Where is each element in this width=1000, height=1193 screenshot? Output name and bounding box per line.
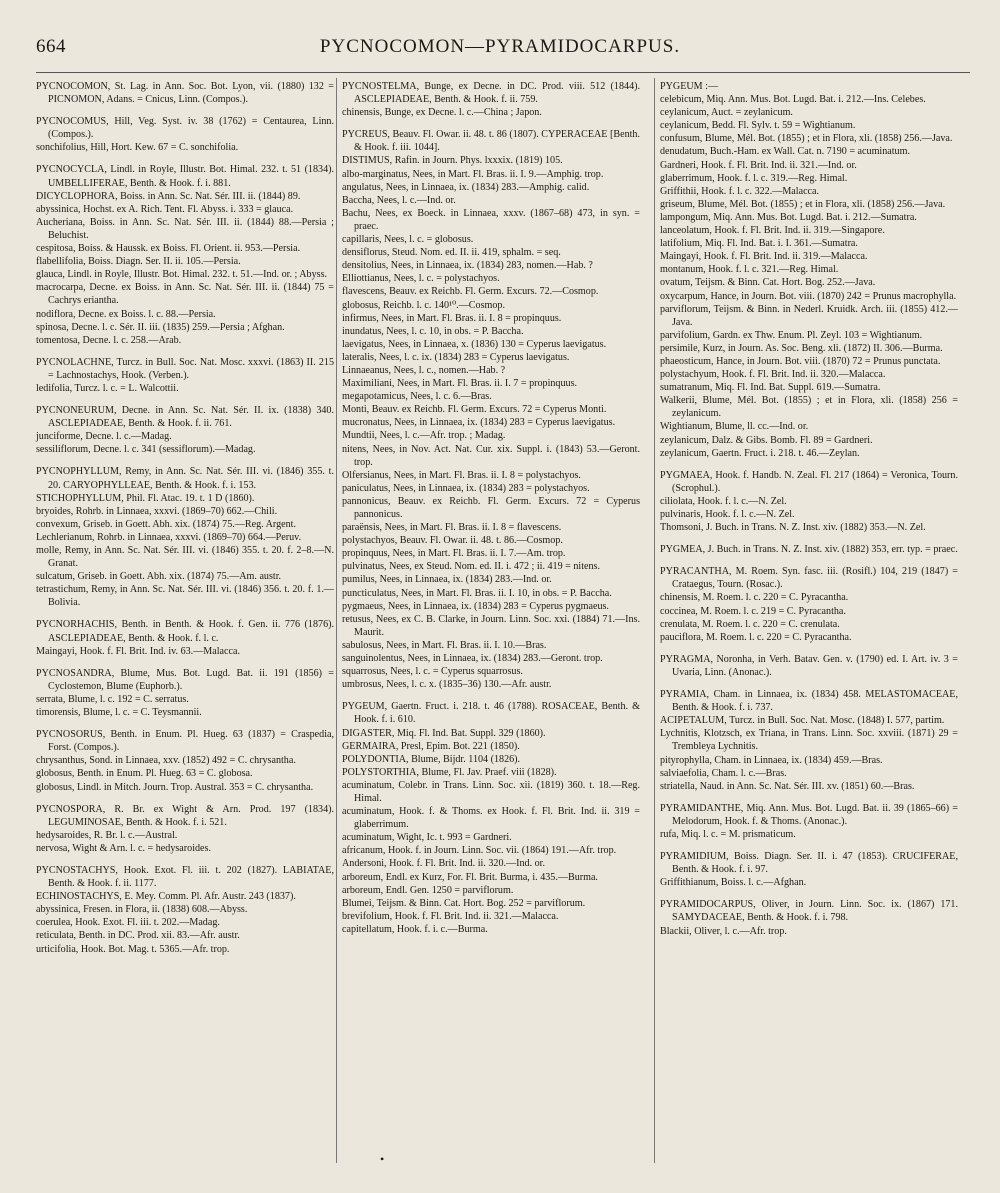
entry-subline: umbrosus, Nees, l. c. x. (1835–36) 130.—Afr. austr. xyxy=(342,679,552,691)
column-1 xyxy=(36,80,334,965)
entry-subline: nodiflora, Decne. ex Boiss. l. c. 88.—Persia. xyxy=(36,308,216,320)
entry-subline: propinquus, Nees, in Mart. Fl. Bras. ii. I. 7.—Am. trop. xyxy=(342,548,566,560)
entry-subline: lateralis, Nees, l. c. ix. (1834) 283 = Cyperus laevigatus. xyxy=(342,351,570,363)
entry-subline: polystachyum, Hook. f. Fl. Brit. Ind. ii. 320.—Malacca. xyxy=(660,369,886,381)
entry-subline: zeylanicum, Dalz. & Gibs. Bomb. Fl. 89 = Gardneri. xyxy=(660,434,873,446)
entry-subline: Maximiliani, Nees, in Mart. Fl. Bras. ii. I. 7 = propinquus. xyxy=(342,378,578,390)
entry-headword-line: PYRAMIDANTHE, Miq. Ann. Mus. Bot. Lugd. Bat. ii. 39 (1865–66) = Melodorum, Hook. f. & Thoms. (Anonac.). xyxy=(660,802,958,827)
entry-subline: POLYDONTIA, Blume, Bijdr. 1104 (1826). xyxy=(342,753,521,765)
entry-subline: latifolium, Miq. Fl. Ind. Bat. i. I. 361.—Sumatra. xyxy=(660,238,858,250)
entry-subline: STICHOPHYLLUM, Phil. Fl. Atac. 19. t. 1 D (1860). xyxy=(36,492,255,504)
entry-subline: griseum, Blume, Mél. Bot. (1855) ; et in Flora, xli. (1858) 256.—Java. xyxy=(660,198,946,210)
dictionary-entry xyxy=(660,469,958,534)
dictionary-entry xyxy=(342,700,640,936)
entry-headword-line: PYRAMIDIUM, Boiss. Diagn. Ser. II. i. 47 (1853). CRUCIFERAE, Benth. & Hook. f. i. 97. xyxy=(660,851,958,876)
entry-subline: globosus, Benth. in Enum. Pl. Hueg. 63 = C. globosa. xyxy=(36,768,253,780)
entry-subline: pannonicus, Beauv. ex Reichb. Fl. Germ. Excurs. 72 = Cyperus pannonicus. xyxy=(342,495,640,520)
entry-subline: lanceolatum, Hook. f. Fl. Brit. Ind. ii. 319.—Singapore. xyxy=(660,225,885,237)
entry-subline: cespitosa, Boiss. & Haussk. ex Boiss. Fl. Orient. ii. 953.—Persia. xyxy=(36,243,301,255)
entry-subline: Wightianum, Blume, ll. cc.—Ind. or. xyxy=(660,421,809,433)
dictionary-entry xyxy=(36,404,334,456)
entry-headword-line: PYCNOPHYLLUM, Remy, in Ann. Sc. Nat. Sér. III. vi. (1846) 355. t. 20. CARYOPHYLLEAE, Benth. & Hook. f. i. 153. xyxy=(36,466,334,491)
entry-subline: lampongum, Miq. Ann. Mus. Bot. Lugd. Bat. i. 212.—Sumatra. xyxy=(660,211,917,223)
dictionary-entry xyxy=(660,802,958,841)
entry-subline: arboreum, Endl. Gen. 1250 = parviflorum. xyxy=(342,884,514,896)
header-rule xyxy=(36,72,970,73)
entry-subline: chinensis, Bunge, ex Decne. l. c.—China ; Japon. xyxy=(342,107,542,119)
entry-headword-line: PYCNOCYCLA, Lindl. in Royle, Illustr. Bot. Himal. 232. t. 51 (1834). UMBELLIFERAE, Benth. & Hook. f. i. 881. xyxy=(36,164,334,189)
dictionary-entry xyxy=(342,80,640,119)
entry-subline: Griffithii, Hook. f. l. c. 322.—Malacca. xyxy=(660,185,820,197)
entry-subline: rufa, Miq. l. c. = M. prismaticum. xyxy=(660,828,796,840)
running-title: PYCNOCOMON—PYRAMIDOCARPUS. xyxy=(319,36,681,57)
entry-subline: glaberrimum, Hook. f. l. c. 319.—Reg. Himal. xyxy=(660,172,848,184)
entry-headword-line: PYCNORHACHIS, Benth. in Benth. & Hook. f. Gen. ii. 776 (1876). ASCLEPIADEAE, Benth. & Hook. f. l. c. xyxy=(36,619,334,644)
entry-subline: inundatus, Nees, l. c. 10, in obs. = P. Baccha. xyxy=(342,325,524,337)
dictionary-entry xyxy=(660,688,958,793)
entry-headword-line: PYCNOSPORA, R. Br. ex Wight & Arn. Prod. 197 (1834). LEGUMINOSAE, Benth. & Hook. f. i. 521. xyxy=(36,803,334,828)
entry-subline: nervosa, Wight & Arn. l. c. = hedysaroides. xyxy=(36,842,211,854)
entry-subline: Linnaeanus, Nees, l. c., nomen.—Hab. ? xyxy=(342,364,506,376)
entry-subline: infirmus, Nees, in Mart. Fl. Bras. ii. I. 8 = propinquus. xyxy=(342,312,562,324)
entry-subline: paraënsis, Nees, in Mart. Fl. Bras. ii. I. 8 = flavescens. xyxy=(342,522,562,534)
entry-subline: megapotamicus, Nees, l. c. 6.—Bras. xyxy=(342,391,492,403)
entry-subline: Baccha, Nees, l. c.—Ind. or. xyxy=(342,194,456,206)
entry-subline: urticifolia, Hook. Bot. Mag. t. 5365.—Afr. trop. xyxy=(36,943,230,955)
entry-subline: Elliottianus, Nees, l. c. = polystachyos. xyxy=(342,273,500,285)
entry-headword-line: PYCNOSTACHYS, Hook. Exot. Fl. iii. t. 202 (1827). LABIATAE, Benth. & Hook. f. ii. 1177. xyxy=(36,864,334,890)
entry-subline: nitens, Nees, in Nov. Act. Nat. Cur. xix. Suppl. i. (1843) 53.—Geront. trop. xyxy=(342,443,640,468)
dictionary-entry xyxy=(36,667,334,719)
entry-subline: parviflorum, Teijsm. & Binn. in Nederl. Kruidk. Arch. iii. (1855) 412.—Java. xyxy=(660,303,958,328)
entry-subline: Thomsoni, J. Buch. in Trans. N. Z. Inst. xiv. (1882) 353.—N. Zel. xyxy=(660,522,926,534)
entry-subline: glauca, Lindl. in Royle, Illustr. Bot. Himal. 232. t. 51.—Ind. or. ; Abyss. xyxy=(36,269,328,281)
entry-subline: POLYSTORTHIA, Blume, Fl. Jav. Praef. viii (1828). xyxy=(342,766,557,778)
entry-subline: chrysanthus, Sond. in Linnaea, xxv. (1852) 492 = C. chrysantha. xyxy=(36,755,296,767)
entry-subline: Blackii, Oliver, l. c.—Afr. trop. xyxy=(660,925,787,937)
entry-subline: celebicum, Miq. Ann. Mus. Bot. Lugd. Bat. i. 212.—Ins. Celebes. xyxy=(660,94,926,106)
entry-subline: Maingayi, Hook. f. Fl. Brit. Ind. ii. 319.—Malacca. xyxy=(660,251,868,263)
entry-subline: paniculatus, Nees, in Linnaea, ix. (1834) 283 = polystachyos. xyxy=(342,482,590,494)
entry-subline: Andersoni, Hook. f. Fl. Brit. Ind. ii. 320.—Ind. or. xyxy=(342,858,545,870)
entry-subline: oxycarpum, Hance, in Journ. Bot. viii. (1870) 242 = Prunus macrophylla. xyxy=(660,290,957,302)
entry-subline: Gardneri, Hook. f. Fl. Brit. Ind. ii. 321.—Ind. or. xyxy=(660,159,857,171)
entry-subline: sabulosus, Nees, in Mart. Fl. Bras. ii. I. 10.—Bras. xyxy=(342,639,547,651)
dictionary-entry xyxy=(36,163,334,346)
entry-subline: coccinea, M. Roem. l. c. 219 = C. Pyracantha. xyxy=(660,605,846,617)
entry-subline: angulatus, Nees, in Linnaea, ix. (1834) 283.—Amphig. calid. xyxy=(342,181,590,193)
dictionary-entry xyxy=(36,864,334,956)
dictionary-entry xyxy=(36,356,334,395)
entry-subline: mucronatus, Nees, in Linnaea, ix. (1834) 283 = Cyperus laevigatus. xyxy=(342,417,616,429)
entry-subline: sonchifolius, Hill, Hort. Kew. 67 = C. sonchifolia. xyxy=(36,142,239,154)
entry-subline: squarrosus, Nees, l. c. = Cyperus squarrosus. xyxy=(342,666,523,678)
entry-subline: coerulea, Hook. Exot. Fl. iii. t. 202.—Madag. xyxy=(36,917,220,929)
entry-subline: DISTIMUS, Rafin. in Journ. Phys. lxxxix. (1819) 105. xyxy=(342,155,563,167)
entry-subline: Griffithianum, Boiss. l. c.—Afghan. xyxy=(660,877,807,889)
entry-subline: densitolius, Nees, in Linnaea, ix. (1834) 283, nomen.—Hab. ? xyxy=(342,260,593,272)
dictionary-entry xyxy=(660,850,958,889)
entry-subline: retusus, Nees, ex C. B. Clarke, in Journ. Linn. Soc. xxi. (1884) 71.—Ins. Maurit. xyxy=(342,613,640,638)
entry-headword-line: PYCNONEURUM, Decne. in Ann. Sc. Nat. Sér. II. ix. (1838) 340. ASCLEPIADEAE, Benth. & Hook. f. ii. 761. xyxy=(36,405,334,430)
entry-headword-line: PYCREUS, Beauv. Fl. Owar. ii. 48. t. 86 (1807). CYPERACEAE [Benth. & Hook. f. iii. 1044]. xyxy=(342,129,640,154)
entry-subline: ECHINOSTACHYS, E. Mey. Comm. Pl. Afr. Austr. 243 (1837). xyxy=(36,891,296,903)
entry-subline: sanguinolentus, Nees, in Linnaea, ix. (1834) 283.—Geront. trop. xyxy=(342,653,603,665)
entry-subline: globosus, Lindl. in Mitch. Journ. Trop. Austral. 353 = C. chrysantha. xyxy=(36,781,314,793)
entry-subline: Bachu, Nees, ex Boeck. in Linnaea, xxxv. (1867–68) 473, in syn. = praec. xyxy=(342,207,640,232)
dictionary-entry xyxy=(660,80,958,460)
entry-subline: convexum, Griseb. in Goett. Abh. xix. (1874) 75.—Reg. Argent. xyxy=(36,518,296,530)
entry-headword-line: PYGMAEA, Hook. f. Handb. N. Zeal. Fl. 217 (1864) = Veronica, Tourn. (Scrophul.). xyxy=(660,469,958,494)
entry-headword-line: PYCNOSORUS, Benth. in Enum. Pl. Hueg. 63 (1837) = Craspedia, Forst. (Compos.). xyxy=(36,729,334,754)
entry-headword-line: PYRACANTHA, M. Roem. Syn. fasc. iii. (Rosifl.) 104, 219 (1847) = Crataegus, Tourn. (Rosac.). xyxy=(660,566,958,591)
entry-headword-line: PYRAMIDOCARPUS, Oliver, in Journ. Linn. Soc. ix. (1867) 171. SAMYDACEAE, Benth. & Hook. f. i. 798. xyxy=(660,899,958,924)
entry-subline: Lychnitis, Klotzsch, ex Triana, in Trans. Linn. Soc. xxviii. (1871) 29 = Trembleya Lychnitis. xyxy=(660,728,958,753)
entry-subline: ACIPETALUM, Turcz. in Bull. Soc. Nat. Mosc. (1848) I. 577, partim. xyxy=(660,715,945,727)
entry-subline: albo-marginatus, Nees, in Mart. Fl. Bras. ii. I. 9.—Amphig. trop. xyxy=(342,168,604,180)
entry-subline: timorensis, Blume, l. c. = C. Teysmannii. xyxy=(36,707,202,719)
entry-subline: flabellifolia, Boiss. Diagn. Ser. II. ii. 105.—Persia. xyxy=(36,256,241,268)
entry-subline: pygmaeus, Nees, in Linnaea, ix. (1834) 283 = Cyperus pygmaeus. xyxy=(342,600,609,612)
dictionary-entry xyxy=(660,565,958,644)
entry-subline: montanum, Hook. f. l. c. 321.—Reg. Himal. xyxy=(660,264,839,276)
dictionary-entry xyxy=(660,898,958,937)
entry-subline: sulcatum, Griseb. in Goett. Abh. xix. (1874) 75.—Am. austr. xyxy=(36,571,282,583)
entry-subline: persimile, Kurz, in Journ. As. Soc. Beng. xli. (1872) II. 306.—Burma. xyxy=(660,342,943,354)
entry-headword-line: PYGEUM, Gaertn. Fruct. i. 218. t. 46 (1788). ROSACEAE, Benth. & Hook. f. i. 610. xyxy=(342,701,640,726)
entry-headword-line: PYCNOCOMUS, Hill, Veg. Syst. iv. 38 (1762) = Centaurea, Linn. (Compos.). xyxy=(36,116,334,141)
page-header xyxy=(0,0,1000,72)
entry-subline: Aucheriana, Boiss. in Ann. Sc. Nat. Sér. III. ii. (1844) 88.—Persia ; Beluchist. xyxy=(36,216,334,241)
entry-subline: salviaefolia, Cham. l. c.—Bras. xyxy=(660,767,787,779)
entry-subline: globosus, Reichb. l. c. 140¹⁰.—Cosmop. xyxy=(342,299,505,311)
entry-headword-line: PYCNOCOMON, St. Lag. in Ann. Soc. Bot. Lyon, vii. (1880) 132 = PICNOMON, Adans. = Cnicus, Linn. (Compos.). xyxy=(36,81,334,106)
dictionary-entry xyxy=(36,728,334,793)
entry-subline: africanum, Hook. f. in Journ. Linn. Soc. vii. (1864) 191.—Afr. trop. xyxy=(342,845,617,857)
entry-headword-line: PYCNOSANDRA, Blume, Mus. Bot. Lugd. Bat. ii. 191 (1856) = Cyclostemon, Blume (Euphorb.). xyxy=(36,667,334,692)
entry-headword-line: PYRAGMA, Noronha, in Verh. Batav. Gen. v. (1790) ed. I. Art. iv. 3 = Uvaria, Linn. (Anonac.). xyxy=(660,653,958,678)
entry-subline: crenulata, M. Roem. l. c. 220 = C. crenulata. xyxy=(660,618,840,630)
dictionary-entry xyxy=(36,80,334,106)
entry-subline: sessiliflorum, Decne. l. c. 341 (sessiflorum).—Madag. xyxy=(36,444,256,456)
entry-subline: striatella, Naud. in Ann. Sc. Nat. Sér. III. xv. (1851) 60.—Bras. xyxy=(660,780,915,792)
entry-subline: laevigatus, Nees, in Linnaea, x. (1836) 130 = Cyperus laevigatus. xyxy=(342,338,607,350)
entry-headword-line: PYGEUM :— xyxy=(660,81,719,92)
entry-subline: pulvinaris, Hook. f. l. c.—N. Zel. xyxy=(660,509,795,520)
entry-subline: abyssinica, Fresen. in Flora, ii. (1838) 608.—Abyss. xyxy=(36,904,248,916)
entry-subline: ciliolata, Hook. f. l. c.—N. Zel. xyxy=(660,495,787,507)
dictionary-entry xyxy=(342,128,640,691)
entry-subline: GERMAIRA, Presl, Epim. Bot. 221 (1850). xyxy=(342,740,520,752)
entry-subline: arboreum, Endl. ex Kurz, For. Fl. Brit. Burma, i. 435.—Burma. xyxy=(342,871,598,883)
entry-subline: Mundtii, Nees, l. c.—Afr. trop. ; Madag. xyxy=(342,430,506,442)
entry-subline: capitellatum, Hook. f. i. c.—Burma. xyxy=(342,923,488,935)
entry-subline: denudatum, Buch.-Ham. ex Wall. Cat. n. 7190 = acuminatum. xyxy=(660,146,910,158)
entry-subline: reticulata, Benth. in DC. Prod. xii. 83.—Afr. austr. xyxy=(36,930,240,942)
entry-subline: sumatranum, Miq. Fl. Ind. Bat. Suppl. 619.—Sumatra. xyxy=(660,382,881,394)
entry-subline: confusum, Blume, Mél. Bot. (1855) ; et in Flora, xli. (1858) 256.—Java. xyxy=(660,133,953,145)
entry-subline: macrocarpa, Decne. ex Boiss. in Ann. Sc. Nat. Sér. III. ii. (1844) 75 = Cachrys eriantha. xyxy=(36,282,334,307)
dictionary-entry xyxy=(36,618,334,657)
entry-headword-line: PYRAMIA, Cham. in Linnaea, ix. (1834) 458. MELASTOMACEAE, Benth. & Hook. f. i. 737. xyxy=(660,689,958,714)
entry-subline: phaeosticum, Hance, in Journ. Bot. viii. (1870) 72 = Prunus punctata. xyxy=(660,355,941,367)
dictionary-entry xyxy=(660,653,958,679)
page-number: 664 xyxy=(36,36,66,57)
entry-subline: ceylanicum, Auct. = zeylanicum. xyxy=(660,107,793,119)
entry-headword-line: PYGMEA, J. Buch. in Trans. N. Z. Inst. xiv. (1882) 353, err. typ. = praec. xyxy=(660,544,958,556)
dictionary-entry xyxy=(36,115,334,154)
entry-subline: tetrastichum, Remy, in Ann. Sc. Nat. Sér. III. vi. (1846) 356. t. 20. f. 1.—Bolivia. xyxy=(36,584,334,609)
entry-subline: chinensis, M. Roem. l. c. 220 = C. Pyracantha. xyxy=(660,592,849,604)
entry-subline: ovatum, Teijsm. & Binn. Cat. Hort. Bog. 252.—Java. xyxy=(660,277,876,289)
column-divider xyxy=(654,78,655,1163)
entry-subline: hedysaroides, R. Br. l. c.—Austral. xyxy=(36,829,178,841)
entry-subline: parvifolium, Gardn. ex Thw. Enum. Pl. Zeyl. 103 = Wightianum. xyxy=(660,329,923,341)
entry-subline: DIGASTER, Miq. Fl. Ind. Bat. Suppl. 329 (1860). xyxy=(342,727,546,739)
entry-subline: junciforme, Decne. l. c.—Madag. xyxy=(36,431,172,443)
entry-subline: puncticulatus, Nees, in Mart. Fl. Bras. ii. I. 10, in obs. = P. Baccha. xyxy=(342,587,612,599)
entry-subline: brevifolium, Hook. f. Fl. Brit. Ind. ii. 321.—Malacca. xyxy=(342,910,559,922)
entry-subline: pumilus, Nees, in Linnaea, ix. (1834) 283.—Ind. or. xyxy=(342,574,552,586)
entry-subline: serrata, Blume, l. c. 192 = C. serratus. xyxy=(36,693,189,705)
entry-subline: DICYCLOPHORA, Boiss. in Ann. Sc. Nat. Sér. III. ii. (1844) 89. xyxy=(36,190,301,202)
entry-subline: Maingayi, Hook. f. Fl. Brit. Ind. iv. 63.—Malacca. xyxy=(36,645,240,657)
entry-subline: ledifolia, Turcz. l. c. = L. Walcottii. xyxy=(36,382,179,394)
entry-subline: Walkerii, Blume, Mél. Bot. (1855) ; et in Flora, xli. (1858) 256 = zeylanicum. xyxy=(660,395,958,420)
entry-subline: pauciflora, M. Roem. l. c. 220 = C. Pyracantha. xyxy=(660,631,852,643)
entry-subline: Lechlerianum, Rohrb. in Linnaea, xxxvi. (1869–70) 664.—Peruv. xyxy=(36,531,302,543)
dictionary-entry xyxy=(36,803,334,855)
dictionary-entry xyxy=(36,465,334,609)
entry-subline: polystachyos, Beauv. Fl. Owar. ii. 48. t. 86.—Cosmop. xyxy=(342,535,563,547)
footer-mark: • xyxy=(380,1152,385,1166)
entry-subline: Olfersianus, Nees, in Mart. Fl. Bras. ii. I. 8 = polystachyos. xyxy=(342,469,581,481)
entry-subline: molle, Remy, in Ann. Sc. Nat. Sér. III. vi. (1846) 355. t. 20. f. 2–8.—N. Granat. xyxy=(36,545,334,570)
entry-subline: tomentosa, Decne. l. c. 258.—Arab. xyxy=(36,334,182,346)
entry-subline: abyssinica, Hochst. ex A. Rich. Tent. Fl. Abyss. i. 333 = glauca. xyxy=(36,203,294,215)
entry-subline: acuminatum, Wight, Ic. t. 993 = Gardneri. xyxy=(342,832,512,844)
entry-subline: bryoides, Rohrb. in Linnaea, xxxvi. (1869–70) 662.—Chili. xyxy=(36,505,278,517)
entry-subline: Blumei, Teijsm. & Binn. Cat. Hort. Bog. 252 = parviflorum. xyxy=(342,897,586,909)
entry-subline: pulvinatus, Nees, ex Steud. Nom. ed. II. i. 472 ; ii. 419 = nitens. xyxy=(342,561,601,573)
entry-subline: flavescens, Beauv. ex Reichb. Fl. Germ. Excurs. 72.—Cosmop. xyxy=(342,286,599,298)
entry-headword-line: PYCNOLACHNE, Turcz. in Bull. Soc. Nat. Mosc. xxxvi. (1863) II. 215 = Lachnostachys, Hook. (Verben.). xyxy=(36,356,334,381)
entry-subline: acuminatum, Colebr. in Trans. Linn. Soc. xii. (1819) 360. t. 18.—Reg. Himal. xyxy=(342,779,640,804)
entry-subline: Monti, Beauv. ex Reichb. Fl. Germ. Excurs. 72 = Cyperus Monti. xyxy=(342,404,607,416)
entry-subline: pityrophylla, Cham. in Linnaea, ix. (1834) 459.—Bras. xyxy=(660,754,883,766)
entry-subline: densiflorus, Steud. Nom. ed. II. ii. 419, sphalm. = seq. xyxy=(342,247,561,259)
column-3 xyxy=(660,80,958,947)
entry-headword-line: PYCNOSTELMA, Bunge, ex Decne. in DC. Prod. viii. 512 (1844). ASCLEPIADEAE, Benth. & Hook. f. ii. 759. xyxy=(342,81,640,106)
column-divider xyxy=(336,78,337,1163)
entry-subline: ceylanicum, Bedd. Fl. Sylv. t. 59 = Wightianum. xyxy=(660,120,856,132)
column-2 xyxy=(342,80,640,945)
entry-subline: zeylanicum, Gaertn. Fruct. i. 218. t. 46.—Zeylan. xyxy=(660,447,860,459)
dictionary-entry xyxy=(660,543,958,556)
entry-subline: acuminatum, Hook. f. & Thoms. ex Hook. f. Fl. Brit. Ind. ii. 319 = glaberrimum. xyxy=(342,806,640,831)
entry-subline: capillaris, Nees, l. c. = globosus. xyxy=(342,234,474,246)
entry-subline: spinosa, Decne. l. c. Sér. II. iii. (1835) 259.—Persia ; Afghan. xyxy=(36,321,285,333)
